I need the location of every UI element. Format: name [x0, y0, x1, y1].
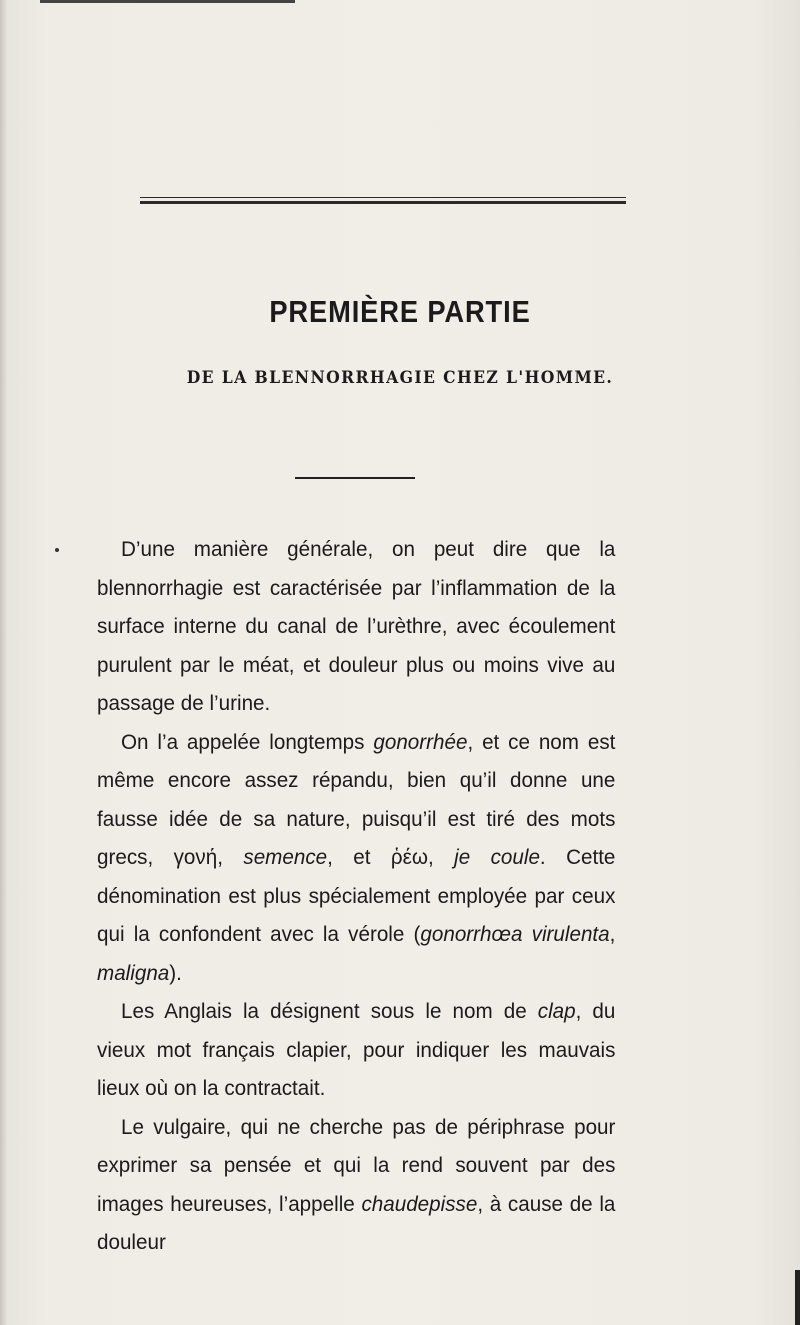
section-divider-rule: [295, 477, 415, 479]
paragraph: [97, 723, 615, 993]
italic-term: maligna: [97, 960, 170, 985]
top-rule-fragment: [40, 0, 295, 3]
text-run: , du vieux mot français clapier, pour indiquer les mauvais lieux où on la contractait.: [97, 999, 616, 1100]
text-run: , et ce nom est même encore assez répandu, bien qu’il donne une fausse idée de sa nature, puisqu’il est tiré des mots grecs, γονή,: [97, 729, 616, 869]
italic-term: gonorrhée: [373, 729, 468, 754]
italic-term: je coule: [454, 845, 540, 869]
text-run: Les Anglais la désignent sous le nom de: [121, 999, 538, 1023]
paragraph: [97, 530, 615, 723]
text-run: On l’a appelée longtemps: [121, 729, 374, 754]
text-run: ).: [169, 960, 182, 985]
paragraph: [97, 992, 615, 1108]
text-run: , à cause de la douleur: [97, 1191, 616, 1254]
italic-term: gonorrhœa virulenta: [420, 922, 610, 946]
paragraph: [97, 1108, 615, 1262]
text-run: ,: [609, 922, 616, 946]
page-edge-shadow: [0, 0, 7, 1325]
italic-term: semence: [243, 845, 328, 869]
text-run: Le vulgaire, qui ne cherche pas de périphrase pour exprimer sa pensée et qui la rend souvent par des images heureuses, l’appelle: [97, 1114, 616, 1216]
thick-rule: [140, 201, 626, 204]
text-run: D’une manière générale, on peut dire que la blennorrhagie est caractérisée par l’inflammation de la surface interne du canal de l’urèthre, avec écoulement purulent par le méat, et douleur plus ou moins vive au passage de l’urine.: [97, 537, 616, 715]
part-title: PREMIÈRE PARTIE: [269, 294, 531, 329]
section-subtitle: DE LA BLENNORRHAGIE CHEZ L'HOMME.: [186, 368, 614, 388]
thin-rule: [140, 197, 626, 198]
header-double-rule: [140, 197, 626, 204]
margin-mark: [55, 548, 59, 552]
body-text: [97, 530, 637, 1262]
italic-term: clap: [537, 999, 576, 1023]
right-edge-mark: [795, 1270, 800, 1325]
italic-term: chaudepisse: [361, 1191, 478, 1216]
text-run: . Cette dénomination est plus spécialement employée par ceux qui la confondent avec la vérole (: [97, 845, 616, 946]
text-run: , et ῥέω,: [327, 845, 455, 869]
